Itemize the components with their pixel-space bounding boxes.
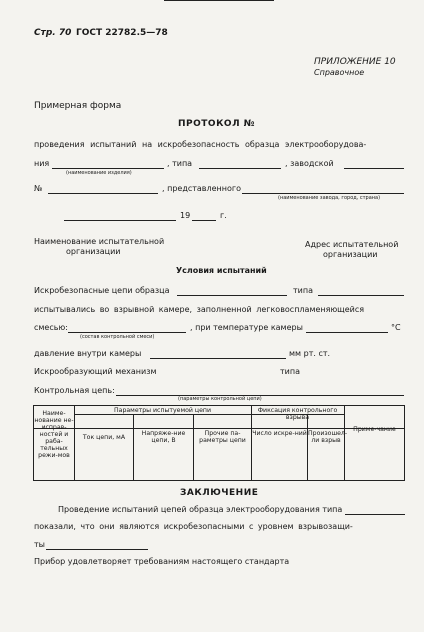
sample-form-label: Примерная форма	[34, 101, 122, 111]
conclusion-line-1: Проведение испытаний цепей образца электрооборудования типа	[58, 505, 343, 514]
org-name-label-2: организации	[66, 247, 121, 256]
org-address-label-1: Адрес испытательной	[305, 240, 399, 249]
year-label: 19	[180, 211, 191, 220]
conclusion-line-2: показали, что они являются искробезопасными с уровнем взрывозащи-	[34, 522, 353, 531]
mixture-label: смесью:	[34, 323, 68, 332]
pressure-unit: мм рт. ст.	[289, 349, 331, 358]
appendix-title: ПРИЛОЖЕНИЕ 10	[314, 57, 396, 67]
conclusion-line-3: ты	[34, 540, 45, 549]
number-field[interactable]	[48, 193, 158, 194]
header-spark-count: Число искре-ний	[252, 430, 307, 437]
header-explosion-occurred: Произошел-ли взрыв	[308, 430, 348, 444]
mechanism-type-label: типа	[280, 367, 300, 376]
mechanism-field[interactable]	[164, 0, 274, 1]
device-type-field[interactable]	[345, 514, 405, 515]
mixture-caption: (состав контрольной смеси)	[80, 334, 155, 340]
header-other-params: Прочие па-раметры цепи	[199, 430, 246, 444]
type-field[interactable]	[199, 168, 281, 169]
conclusion-title: ЗАКЛЮЧЕНИЕ	[180, 488, 259, 498]
conditions-title: Условия испытаний	[176, 266, 267, 275]
year-field[interactable]	[192, 220, 216, 221]
circuits-label: Искробезопасные цепи образца	[34, 286, 170, 295]
header-current: Ток цепи, мА	[82, 434, 126, 441]
header-note: Приме-чание	[353, 426, 396, 433]
year-suffix: г.	[220, 211, 227, 220]
product-caption: (наименование изделия)	[66, 170, 132, 176]
protocol-title: ПРОТОКОЛ №	[178, 119, 256, 129]
table-border-right	[404, 405, 405, 480]
factory-field[interactable]	[344, 168, 404, 169]
type-label: , типа	[167, 159, 193, 168]
product-name-field[interactable]	[52, 168, 164, 169]
circuits-type-label: типа	[293, 286, 313, 295]
temp-label: , при температуре камеры	[190, 323, 303, 332]
table-border-bottom	[33, 480, 405, 481]
header-faults-modes: Наиме-нование не-исправ-ностей и раба-тельных режи-мов	[34, 410, 74, 459]
protocol-line-1: проведения испытаний на искробезопасность образца электрооборудова-	[34, 140, 367, 149]
table-divider	[344, 405, 345, 480]
mixture-field[interactable]	[68, 332, 186, 333]
number-label: №	[34, 184, 43, 193]
appendix-subtitle: Справочное	[314, 68, 365, 77]
date-field[interactable]	[64, 220, 176, 221]
control-label: Контрольная цепь:	[34, 386, 115, 395]
page-number: Стр. 70	[34, 28, 72, 38]
org-name-label-1: Наименование испытательной	[34, 237, 165, 246]
table-divider	[133, 414, 134, 480]
protection-level-field[interactable]	[46, 549, 148, 550]
header-circuit-params: Параметры испытуемой цепи	[114, 407, 211, 414]
pressure-field[interactable]	[150, 358, 286, 359]
circuits-type-field[interactable]	[318, 295, 404, 296]
nia-label: ния	[34, 159, 50, 168]
mechanism-label: Искрообразующий механизм	[34, 367, 157, 376]
presented-label: , представленного	[162, 184, 242, 193]
table-divider	[193, 414, 194, 480]
standard-number: ГОСТ 22782.5—78	[76, 28, 168, 38]
temp-unit: °С	[391, 323, 401, 332]
factory-label: , заводской	[285, 159, 334, 168]
header-voltage: Напряже-ние цепи, В	[141, 430, 186, 444]
tested-line: испытывались во взрывной камере, заполненной легковоспламеняющейся	[34, 305, 365, 314]
circuits-field[interactable]	[177, 295, 287, 296]
control-caption: (параметры контрольной цепи)	[178, 396, 262, 402]
table-divider	[74, 405, 75, 480]
header-explosion-fix: Фиксация контрольного взрыва	[257, 407, 338, 421]
temp-field[interactable]	[306, 332, 388, 333]
pressure-label: давление внутри камеры	[34, 349, 142, 358]
presented-caption: (наименование завода, город, страна)	[278, 195, 381, 201]
org-address-label-2: организации	[323, 250, 378, 259]
table-border-top	[33, 405, 405, 406]
conclusion-line-4: Прибор удовлетворяет требованиям настоящего стандарта	[34, 557, 290, 566]
table-divider	[307, 414, 308, 480]
presented-field[interactable]	[242, 193, 404, 194]
